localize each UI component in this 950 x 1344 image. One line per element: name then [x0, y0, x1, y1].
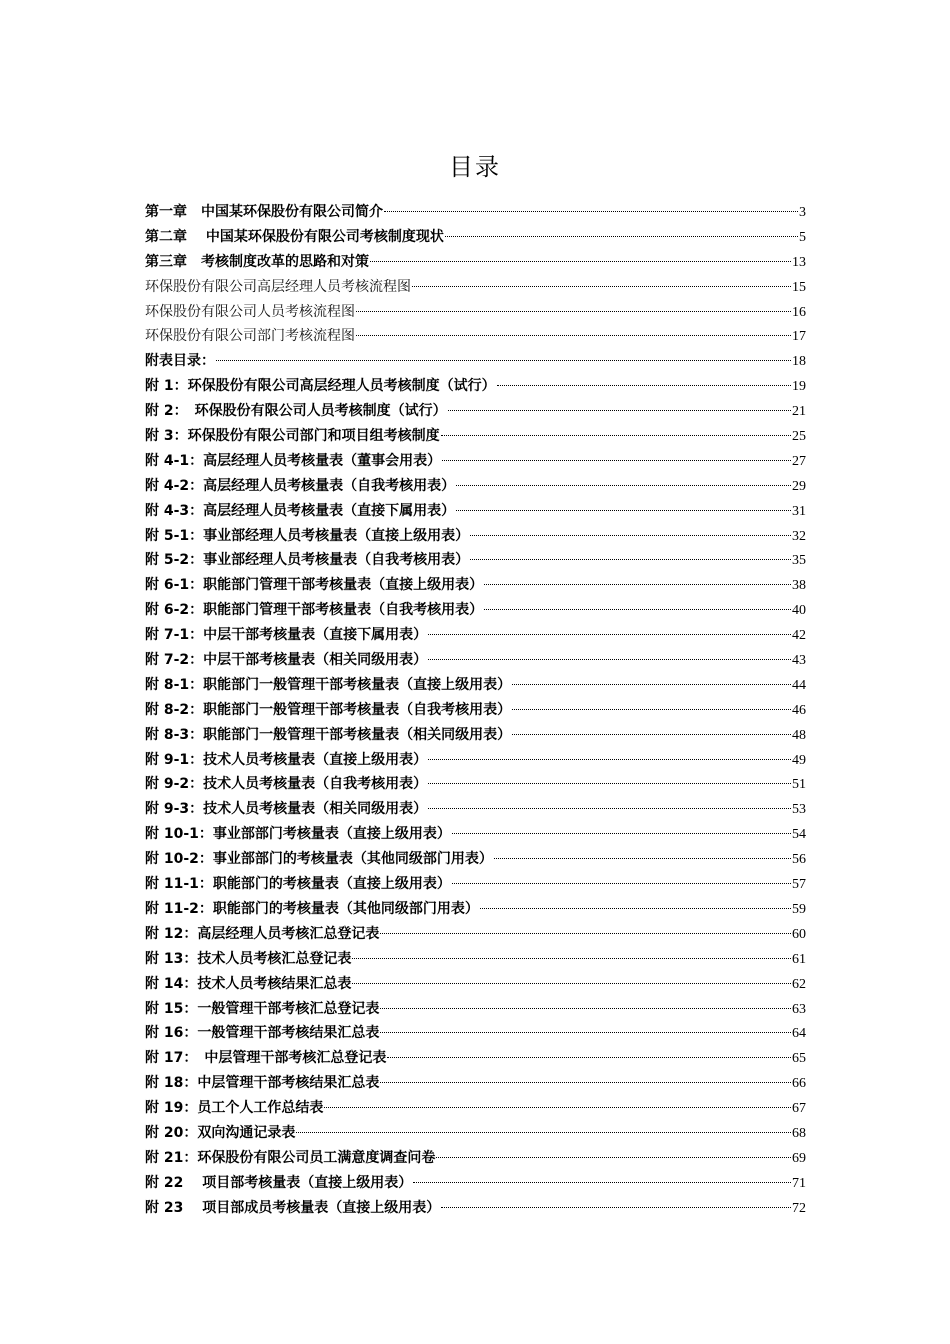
dot-leader: [470, 559, 791, 560]
toc-entry[interactable]: [145, 797, 806, 822]
toc-entry-label: 附表目录：: [145, 353, 215, 370]
dot-leader: [428, 634, 791, 635]
toc-entry-label: 第三章 考核制度改革的思路和对策: [145, 253, 369, 270]
toc-entry-page-number: 62: [792, 976, 806, 992]
toc-entry-page-number: 64: [792, 1026, 806, 1042]
toc-entry[interactable]: [145, 897, 806, 922]
toc-entry-page-number: 66: [792, 1076, 806, 1092]
toc-entry-page-number: 44: [792, 677, 806, 693]
toc-entry-label: 附 23 项目部成员考核量表（直接上级用表）: [145, 1199, 441, 1216]
toc-entry-page-number: 57: [792, 877, 806, 893]
toc-entry-label: 附 7-2：中层干部考核量表（相关同级用表）: [145, 652, 428, 669]
toc-entry-label: 附 8-1：职能部门一般管理干部考核量表（直接上级用表）: [145, 676, 512, 693]
toc-entry-label: 附 1：环保股份有限公司高层经理人员考核制度（试行）: [145, 378, 496, 395]
toc-entry-page-number: 71: [792, 1175, 806, 1191]
toc-entry-page-number: 63: [792, 1001, 806, 1017]
toc-entry[interactable]: [145, 1071, 806, 1096]
dot-leader: [456, 510, 791, 511]
toc-entry-page-number: 13: [792, 254, 806, 270]
toc-entry[interactable]: [145, 225, 806, 250]
toc-entry[interactable]: [145, 573, 806, 598]
toc-entry-label: 附 8-2：职能部门一般管理干部考核量表（自我考核用表）: [145, 701, 512, 718]
toc-entry[interactable]: [145, 524, 806, 549]
toc-entry[interactable]: [145, 623, 806, 648]
toc-title: 目录: [449, 153, 501, 182]
toc-entry[interactable]: [145, 548, 806, 573]
toc-entry-page-number: 69: [792, 1150, 806, 1166]
toc-entry-page-number: 15: [792, 279, 806, 295]
toc-entry-page-number: 67: [792, 1101, 806, 1117]
toc-entry-label: 附 5-2：事业部经理人员考核量表（自我考核用表）: [145, 552, 470, 569]
toc-entry-page-number: 38: [792, 578, 806, 594]
toc-entry-page-number: 61: [792, 951, 806, 967]
toc-entry-label: 附 18：中层管理干部考核结果汇总表: [145, 1075, 380, 1092]
toc-entry-label: 附 15：一般管理干部考核汇总登记表: [145, 1000, 380, 1017]
toc-entry[interactable]: [145, 1096, 806, 1121]
toc-entry[interactable]: [145, 648, 806, 673]
toc-entry-page-number: 72: [792, 1200, 806, 1216]
toc-entry[interactable]: [145, 200, 806, 225]
toc-entry-page-number: 21: [792, 404, 806, 420]
toc-entry[interactable]: [145, 822, 806, 847]
toc-entry[interactable]: [145, 723, 806, 748]
dot-leader: [484, 609, 791, 610]
dot-leader: [494, 858, 791, 859]
dot-leader: [380, 933, 791, 934]
dot-leader: [512, 684, 791, 685]
toc-entry-page-number: 51: [792, 777, 806, 793]
toc-entry-page-number: 16: [792, 304, 806, 320]
dot-leader: [380, 1082, 791, 1083]
toc-entry-label: 附 8-3：职能部门一般管理干部考核量表（相关同级用表）: [145, 726, 512, 743]
dot-leader: [356, 335, 791, 336]
dot-leader: [452, 883, 791, 884]
dot-leader: [428, 759, 791, 760]
dot-leader: [456, 485, 791, 486]
toc-entry-page-number: 3: [799, 205, 806, 220]
toc-entry-label: 附 14：技术人员考核结果汇总表: [145, 975, 352, 992]
dot-leader: [480, 908, 791, 909]
toc-entry[interactable]: [145, 1171, 806, 1196]
toc-entry-page-number: 43: [792, 653, 806, 669]
toc-entry-label: 附 2： 环保股份有限公司人员考核制度（试行）: [145, 403, 447, 420]
dot-leader: [484, 584, 791, 585]
toc-entry-page-number: 59: [792, 901, 806, 917]
toc-entry-page-number: 48: [792, 727, 806, 743]
toc-entry-page-number: 31: [792, 503, 806, 519]
toc-entry-label: 附 13：技术人员考核汇总登记表: [145, 950, 352, 967]
toc-entry[interactable]: [145, 972, 806, 997]
dot-leader: [412, 286, 791, 287]
toc-entry-label: 附 4-1：高层经理人员考核量表（董事会用表）: [145, 452, 442, 469]
toc-entry-page-number: 35: [792, 553, 806, 569]
dot-leader: [512, 734, 791, 735]
toc-entry-page-number: 5: [799, 229, 806, 245]
toc-entry-page-number: 65: [792, 1051, 806, 1067]
toc-entry-page-number: 19: [792, 379, 806, 395]
dot-leader: [428, 783, 791, 784]
toc-entry[interactable]: [145, 673, 806, 698]
toc-entry[interactable]: [145, 598, 806, 623]
toc-entry-label: 环保股份有限公司部门考核流程图: [145, 328, 355, 345]
toc-entry[interactable]: [145, 499, 806, 524]
toc-entry-label: 附 3：环保股份有限公司部门和项目组考核制度: [145, 428, 440, 445]
toc-entry[interactable]: [145, 300, 806, 325]
dot-leader: [380, 1032, 791, 1033]
toc-entry-label: 附 9-1：技术人员考核量表（直接上级用表）: [145, 751, 428, 768]
toc-entry[interactable]: [145, 748, 806, 773]
dot-leader: [216, 360, 791, 361]
dot-leader: [296, 1132, 791, 1133]
dot-leader: [413, 1182, 791, 1183]
toc-entry-label: 第二章 中国某环保股份有限公司考核制度现状: [145, 228, 444, 245]
dot-leader: [352, 958, 791, 959]
toc-entry-page-number: 17: [792, 329, 806, 345]
toc-entry-label: 附 21：环保股份有限公司员工满意度调查问卷: [145, 1149, 436, 1166]
dot-leader: [387, 1057, 791, 1058]
toc-entry-page-number: 25: [792, 429, 806, 445]
toc-entry[interactable]: [145, 772, 806, 797]
toc-entry-label: 附 6-1：职能部门管理干部考核量表（直接上级用表）: [145, 577, 484, 594]
dot-leader: [442, 460, 791, 461]
toc-entry-page-number: 56: [792, 852, 806, 868]
toc-entry[interactable]: [145, 1121, 806, 1146]
toc-entry-label: 附 11-2：职能部门的考核量表（其他同级部门用表）: [145, 900, 479, 917]
dot-leader: [356, 311, 791, 312]
toc-entry-label: 环保股份有限公司高层经理人员考核流程图: [145, 278, 411, 295]
toc-entry-label: 附 19：员工个人工作总结表: [145, 1100, 324, 1117]
toc-entry[interactable]: [145, 324, 806, 349]
toc-entry[interactable]: [145, 698, 806, 723]
toc-entry[interactable]: [145, 947, 806, 972]
toc-entry[interactable]: [145, 399, 806, 424]
toc-entry[interactable]: [145, 1046, 806, 1071]
toc-entry-label: 附 10-2：事业部部门的考核量表（其他同级部门用表）: [145, 851, 493, 868]
toc-entry-label: 附 11-1：职能部门的考核量表（直接上级用表）: [145, 876, 451, 893]
toc-entry-label: 附 12：高层经理人员考核汇总登记表: [145, 925, 380, 942]
dot-leader: [380, 1008, 791, 1009]
toc-entry-label: 第一章 中国某环保股份有限公司简介: [145, 204, 383, 220]
toc-entry-page-number: 68: [792, 1125, 806, 1141]
toc-entry[interactable]: [145, 1021, 806, 1046]
toc-entry-label: 附 20：双向沟通记录表: [145, 1124, 296, 1141]
dot-leader: [384, 211, 798, 212]
toc-entry[interactable]: [145, 275, 806, 300]
toc-entry-page-number: 46: [792, 702, 806, 718]
dot-leader: [428, 659, 791, 660]
toc-entry[interactable]: [145, 250, 806, 275]
table-of-contents: [145, 200, 806, 1221]
toc-entry-page-number: 29: [792, 478, 806, 494]
toc-entry[interactable]: [145, 997, 806, 1022]
toc-entry-label: 附 6-2：职能部门管理干部考核量表（自我考核用表）: [145, 602, 484, 619]
toc-entry[interactable]: [145, 424, 806, 449]
toc-entry-page-number: 49: [792, 752, 806, 768]
toc-entry-label: 附 4-3：高层经理人员考核量表（直接下属用表）: [145, 502, 456, 519]
dot-leader: [428, 808, 791, 809]
dot-leader: [497, 385, 791, 386]
dot-leader: [441, 1207, 791, 1208]
toc-entry[interactable]: [145, 374, 806, 399]
toc-entry-label: 附 5-1：事业部经理人员考核量表（直接上级用表）: [145, 527, 470, 544]
toc-entry-label: 附 22 项目部考核量表（直接上级用表）: [145, 1174, 413, 1191]
toc-entry[interactable]: [145, 1146, 806, 1171]
dot-leader: [445, 236, 798, 237]
toc-entry-page-number: 53: [792, 802, 806, 818]
toc-entry-page-number: 60: [792, 926, 806, 942]
toc-entry-page-number: 27: [792, 453, 806, 469]
toc-entry[interactable]: [145, 922, 806, 947]
dot-leader: [324, 1107, 791, 1108]
toc-entry[interactable]: [145, 1196, 806, 1221]
toc-entry-label: 附 16：一般管理干部考核结果汇总表: [145, 1025, 380, 1042]
toc-entry-page-number: 32: [792, 528, 806, 544]
toc-entry-page-number: 18: [792, 354, 806, 370]
dot-leader: [370, 261, 791, 262]
dot-leader: [436, 1157, 791, 1158]
toc-entry-page-number: 54: [792, 827, 806, 843]
dot-leader: [470, 535, 791, 536]
toc-entry[interactable]: [145, 847, 806, 872]
toc-entry[interactable]: [145, 872, 806, 897]
toc-entry-label: 附 9-3：技术人员考核量表（相关同级用表）: [145, 801, 428, 818]
toc-entry-label: 附 17： 中层管理干部考核汇总登记表: [145, 1050, 387, 1067]
toc-entry-label: 附 7-1：中层干部考核量表（直接下属用表）: [145, 627, 428, 644]
dot-leader: [352, 983, 791, 984]
dot-leader: [452, 833, 791, 834]
toc-entry-label: 附 4-2：高层经理人员考核量表（自我考核用表）: [145, 477, 456, 494]
dot-leader: [441, 435, 791, 436]
dot-leader: [448, 410, 791, 411]
toc-entry-label: 附 10-1：事业部部门考核量表（直接上级用表）: [145, 826, 451, 843]
toc-entry[interactable]: [145, 349, 806, 374]
toc-entry-label: 环保股份有限公司人员考核流程图: [145, 303, 355, 320]
toc-entry[interactable]: [145, 474, 806, 499]
toc-entry-label: 附 9-2：技术人员考核量表（自我考核用表）: [145, 776, 428, 793]
toc-entry-page-number: 40: [792, 603, 806, 619]
toc-entry-page-number: 42: [792, 628, 806, 644]
toc-entry[interactable]: [145, 449, 806, 474]
dot-leader: [512, 709, 791, 710]
